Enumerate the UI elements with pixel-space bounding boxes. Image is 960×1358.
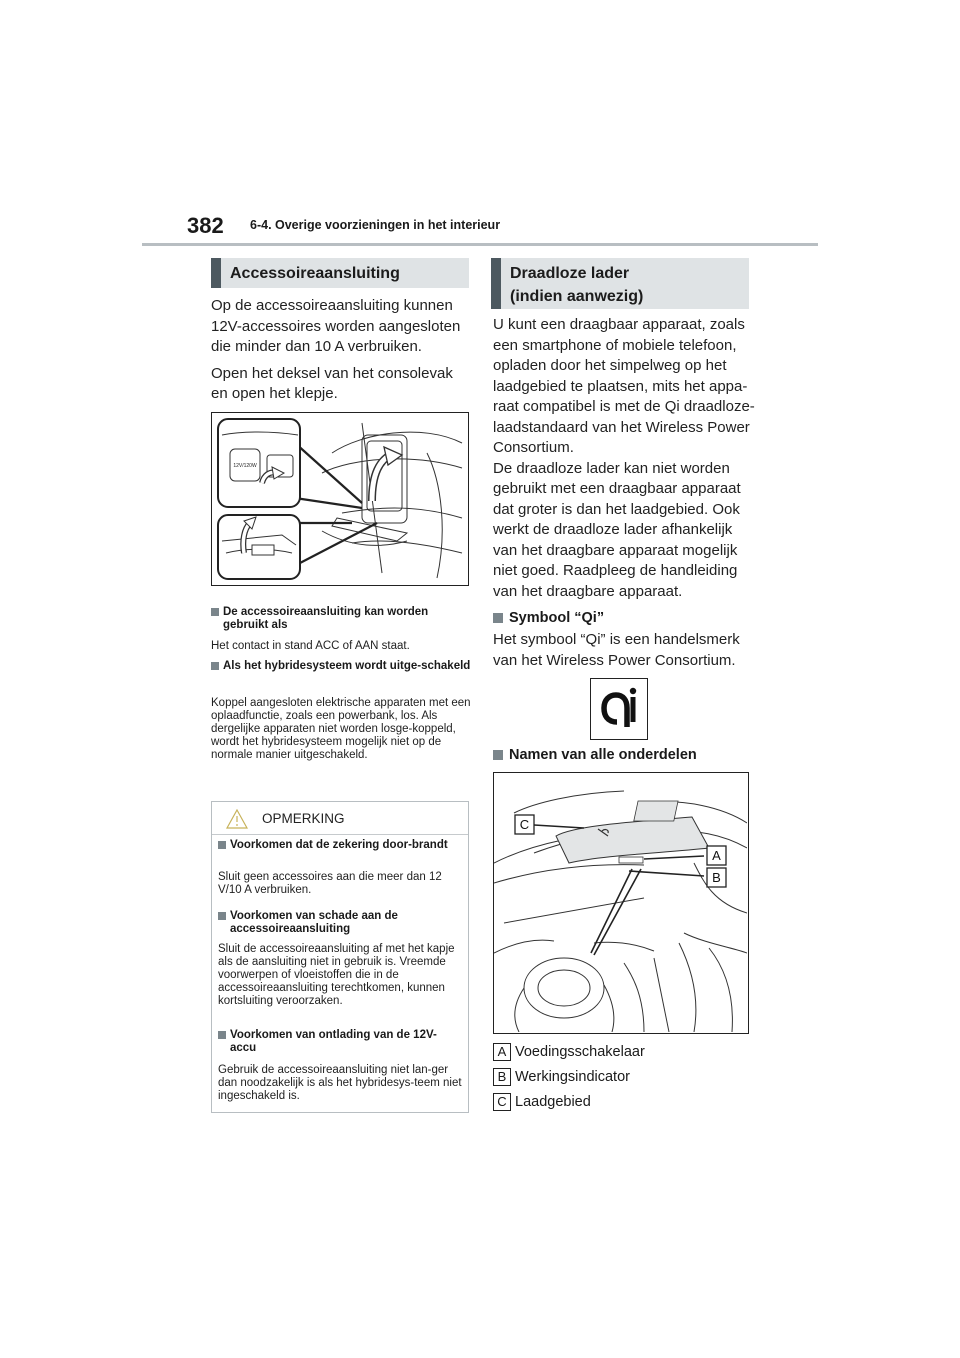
notice-item-socket-damage-text: Sluit de accessoireaansluiting af met het kapje als de aansluiting niet in gebruik is. Vreemde voorwerpen of vloeistoffen die in de accessoireaansluiting terechtkomen, kunnen kortsluiting veroorzaken. bbox=[218, 943, 455, 1007]
qi-symbol-text: Het symbool “Qi” is een handelsmerk van het Wireless Power Consortium. bbox=[493, 631, 740, 669]
notice-item-socket-damage bbox=[218, 910, 462, 936]
bullet-hybrid-off-text: Koppel aangesloten elektrische apparaten met een oplaadfunctie, zoals een powerbank, los. Als dergelijke apparaten niet worden losge-koppeld, wordt het hybridesysteem mogelijk niet op de normale manier uitgeschakeld. bbox=[211, 697, 471, 761]
heading-wireless-charger-line1: Draadloze lader bbox=[510, 265, 630, 282]
callout-c: C bbox=[519, 817, 530, 832]
notice-item-fuse bbox=[218, 839, 462, 852]
page-number: 382 bbox=[187, 213, 224, 238]
notice-box bbox=[211, 801, 469, 1113]
bullet-qi-symbol-heading: Symbool “Qi” bbox=[509, 610, 605, 626]
bullet-hybrid-off-heading: Als het hybridesysteem wordt uitge-schakeld bbox=[223, 660, 471, 672]
heading-accessory-socket bbox=[211, 258, 469, 288]
qi-logo-icon bbox=[591, 679, 646, 738]
accessory-socket-figure bbox=[211, 412, 469, 586]
accessory-intro-paragraph-1: Op de accessoireaansluiting kunnen 12V-accessoires worden aangesloten die minder dan 10 A verbruiken. bbox=[211, 297, 461, 355]
notice-item-socket-damage-heading: Voorkomen van schade aan de accessoireaansluiting bbox=[230, 910, 398, 935]
bullet-part-names bbox=[493, 746, 755, 764]
bullet-usable-when-text: Het contact in stand ACC of AAN staat. bbox=[211, 640, 410, 652]
accessory-socket-illustration bbox=[212, 413, 467, 584]
wireless-intro-paragraph-2: De draadloze lader kan niet worden gebruikt met een draagbaar apparaat dat groter is dan het laadgebied. Ook werkt de draadloze lader afhankelijk van het draagbare apparaat mogelijk niet goed. Raadpleeg de handleiding van het draagbare apparaat. bbox=[493, 459, 741, 600]
bullet-part-names-heading: Namen van alle onderdelen bbox=[509, 747, 697, 763]
wireless-charger-figure bbox=[493, 772, 749, 1034]
heading-accessory-socket-text: Accessoireaansluiting bbox=[230, 265, 400, 282]
section-title: 6-4. Overige voorzieningen in het interieur bbox=[250, 218, 501, 232]
notice-item-fuse-text: Sluit geen accessoires aan die meer dan 12 V/10 A verbruiken. bbox=[218, 871, 442, 896]
legend-label-b: Werkingsindicator bbox=[515, 1069, 630, 1085]
socket-cap-label: 12V/120W bbox=[233, 463, 257, 469]
heading-wireless-charger bbox=[491, 258, 749, 309]
legend-letter-b: B bbox=[493, 1068, 511, 1086]
notice-item-battery-heading: Voorkomen van ontlading van de 12V-accu bbox=[230, 1029, 437, 1054]
wireless-intro bbox=[493, 315, 755, 602]
wireless-charger-illustration bbox=[494, 773, 747, 1032]
callout-a: A bbox=[712, 848, 721, 863]
bullet-qi-symbol bbox=[493, 609, 755, 627]
accessory-intro-paragraph-2: Open het deksel van het consolevak en open het klepje. bbox=[211, 364, 453, 402]
notice-title: OPMERKING bbox=[262, 811, 345, 826]
legend-letter-c: C bbox=[493, 1093, 511, 1111]
heading-wireless-charger-line2: (indien aanwezig) bbox=[510, 288, 644, 305]
callout-b: B bbox=[712, 870, 721, 885]
legend-letter-a: A bbox=[493, 1043, 511, 1061]
accessory-intro bbox=[211, 296, 473, 411]
notice-item-fuse-heading: Voorkomen dat de zekering door-brandt bbox=[230, 839, 448, 851]
legend-label-a: Voedingsschakelaar bbox=[515, 1044, 645, 1060]
notice-item-battery-text: Gebruik de accessoireaansluiting niet lan-ger dan noodzakelijk is als het hybridesys-teem niet ingeschakeld is. bbox=[218, 1064, 462, 1102]
warning-triangle-icon bbox=[226, 809, 248, 829]
qi-logo bbox=[590, 678, 648, 740]
header-rule bbox=[142, 243, 818, 246]
bullet-hybrid-off bbox=[211, 660, 473, 673]
notice-item-battery bbox=[218, 1029, 462, 1055]
legend-label-c: Laadgebied bbox=[515, 1094, 591, 1110]
notice-header bbox=[212, 802, 468, 835]
bullet-usable-when bbox=[211, 606, 473, 632]
wireless-intro-paragraph-1: U kunt een draagbaar apparaat, zoals een smartphone of mobiele telefoon, opladen door het simpelweg op het laadgebied te plaatsen, mits het appa-raat compatibel is met de Qi draadloze-laadstandaard van het Wireless Power Consortium. bbox=[493, 316, 755, 456]
bullet-usable-when-heading: De accessoireaansluiting kan worden gebruikt als bbox=[223, 606, 429, 631]
